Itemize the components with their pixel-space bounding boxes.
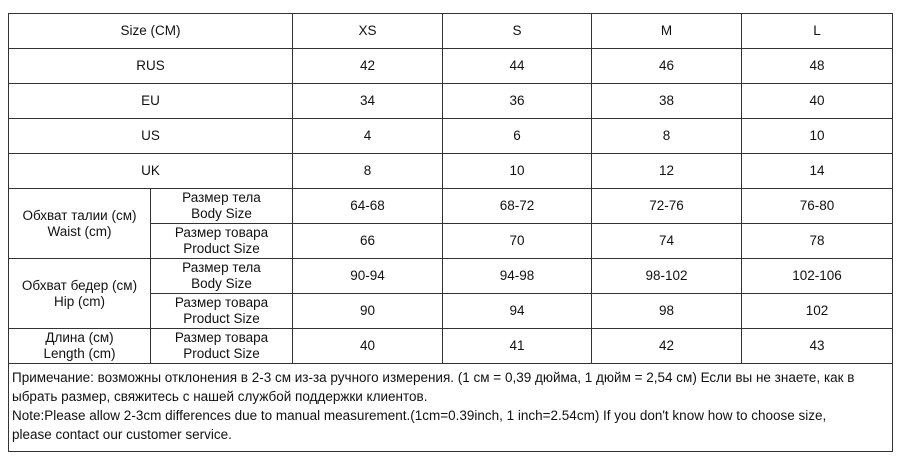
group-label-en: Waist (cm)	[47, 223, 112, 239]
table-cell: 78	[742, 224, 893, 259]
note-en-line-2: please contact our customer service.	[12, 427, 232, 442]
group-label-en: Hip (cm)	[54, 293, 105, 309]
size-type-ru: Размер тела	[182, 190, 261, 205]
size-type-en: Body Size	[191, 276, 252, 291]
size-type-label	[151, 294, 293, 329]
table-cell: 64-68	[293, 189, 443, 224]
table-cell: 98-102	[592, 259, 742, 294]
note-row	[9, 364, 893, 452]
table-cell: 68-72	[443, 189, 592, 224]
size-type-label	[151, 189, 293, 224]
table-cell: 6	[443, 119, 592, 154]
table-cell: 14	[742, 154, 893, 189]
group-label-ru: Обхват талии (см)	[22, 207, 137, 223]
table-cell: 76-80	[742, 189, 893, 224]
group-label-waist	[9, 189, 151, 259]
table-cell: 102-106	[742, 259, 893, 294]
size-type-label	[151, 259, 293, 294]
header-label: Size (CM)	[9, 14, 293, 49]
note-en-line-1: Note:Please allow 2-3cm differences due to manual measurement.(1cm=0.39inch, 1 inch=2.54cm) If you don't know how to choose size,	[12, 408, 827, 423]
note-ru-line-2: ыбрать размер, свяжитесь с нашей службой поддержки клиентов.	[12, 389, 428, 404]
size-type-ru: Размер товара	[174, 330, 269, 345]
group-label-en: Length (cm)	[43, 346, 116, 361]
group-label-ru: Обхват бедер (см)	[21, 277, 138, 293]
size-type-ru: Размер товара	[174, 295, 269, 310]
size-type-en: Product Size	[183, 241, 260, 256]
size-header-m: M	[592, 14, 742, 49]
size-type-ru: Размер товара	[174, 225, 269, 240]
table-cell: 10	[742, 119, 893, 154]
header-row	[9, 14, 893, 49]
table-cell: 42	[592, 329, 742, 364]
size-header-xs: XS	[293, 14, 443, 49]
table-cell: 12	[592, 154, 742, 189]
table-row-hip-body	[9, 259, 893, 294]
row-label: RUS	[9, 49, 293, 84]
table-row-waist-body	[9, 189, 893, 224]
table-cell: 41	[443, 329, 592, 364]
table-cell: 48	[742, 49, 893, 84]
row-label: US	[9, 119, 293, 154]
table-row-rus	[9, 49, 893, 84]
size-header-l: L	[742, 14, 893, 49]
table-cell: 66	[293, 224, 443, 259]
size-type-en: Product Size	[183, 311, 260, 326]
table-cell: 94	[443, 294, 592, 329]
table-cell: 10	[443, 154, 592, 189]
table-cell: 102	[742, 294, 893, 329]
table-cell: 72-76	[592, 189, 742, 224]
group-label-hip	[9, 259, 151, 329]
table-cell: 44	[443, 49, 592, 84]
table-cell: 34	[293, 84, 443, 119]
table-cell: 8	[592, 119, 742, 154]
table-row-us	[9, 119, 893, 154]
table-cell: 40	[742, 84, 893, 119]
table-cell: 8	[293, 154, 443, 189]
size-type-ru: Размер тела	[182, 260, 261, 275]
table-cell: 38	[592, 84, 742, 119]
size-type-label	[151, 329, 293, 364]
table-cell: 40	[293, 329, 443, 364]
row-label: EU	[9, 84, 293, 119]
size-header-s: S	[443, 14, 592, 49]
note-ru-line-1: Примечание: возможны отклонения в 2-3 см из-за ручного измерения. (1 см = 0,39 дюйма, 1 дюйм = 2,54 см) Если вы не знаете, как в	[12, 370, 855, 385]
measurement-note	[9, 364, 893, 452]
table-row-eu	[9, 84, 893, 119]
table-cell: 70	[443, 224, 592, 259]
size-type-en: Body Size	[191, 206, 252, 221]
group-label-length	[9, 329, 151, 364]
table-cell: 90-94	[293, 259, 443, 294]
size-type-label	[151, 224, 293, 259]
table-row-length-product	[9, 329, 893, 364]
table-cell: 4	[293, 119, 443, 154]
table-cell: 43	[742, 329, 893, 364]
table-cell: 42	[293, 49, 443, 84]
size-type-en: Product Size	[183, 346, 260, 361]
table-cell: 74	[592, 224, 742, 259]
table-cell: 36	[443, 84, 592, 119]
size-chart-table	[8, 13, 893, 452]
table-cell: 46	[592, 49, 742, 84]
group-label-ru: Длина (см)	[45, 330, 114, 345]
row-label: UK	[9, 154, 293, 189]
table-row-uk	[9, 154, 893, 189]
table-cell: 98	[592, 294, 742, 329]
table-cell: 94-98	[443, 259, 592, 294]
table-cell: 90	[293, 294, 443, 329]
